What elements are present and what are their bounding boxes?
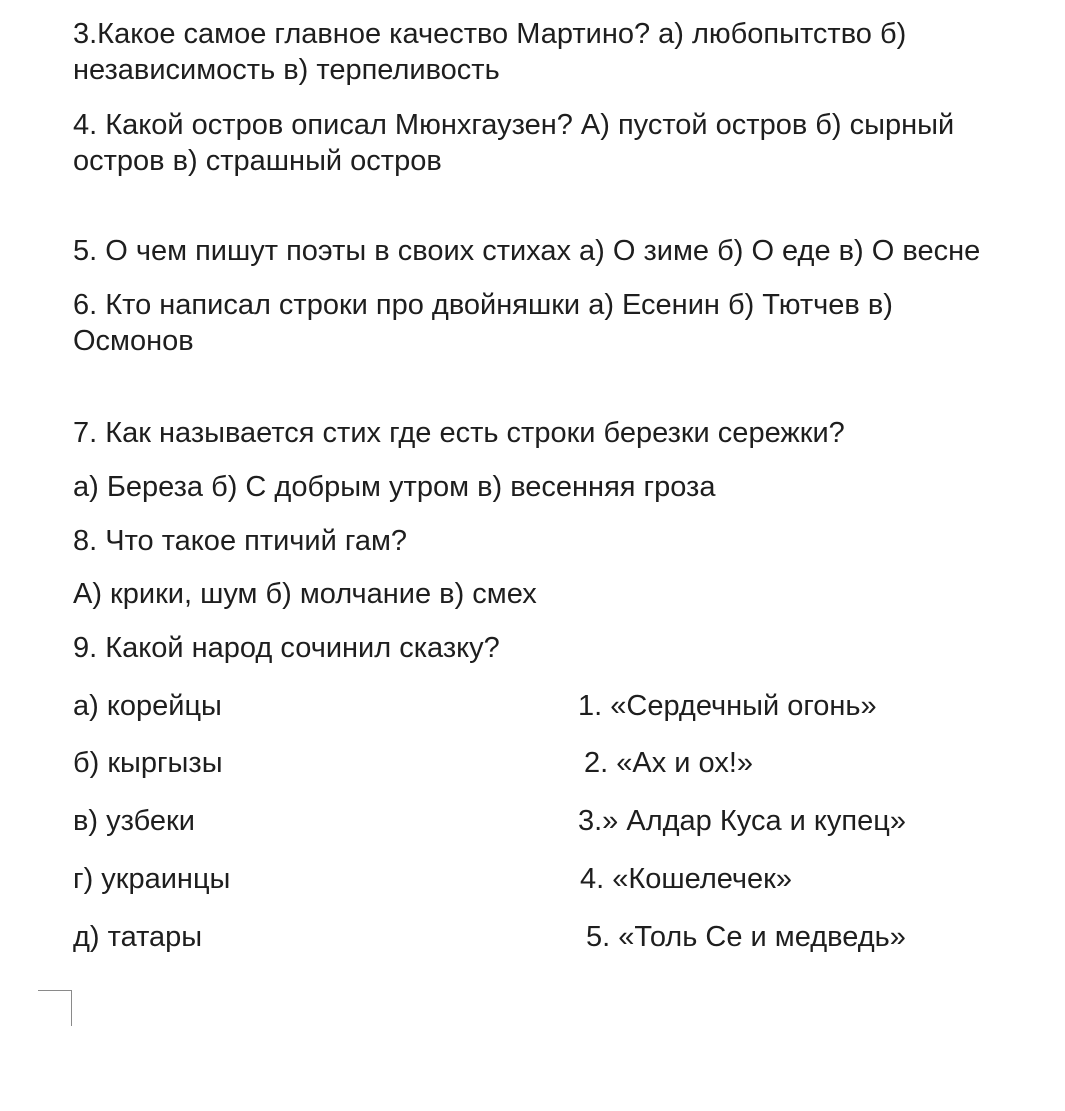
question-6-line-2: Осмонов xyxy=(73,325,194,357)
question-3 xyxy=(73,16,906,88)
tale-option: 3.» Алдар Куса и купец» xyxy=(578,805,906,837)
question-4 xyxy=(73,107,954,179)
question-7-options: а) Береза б) С добрым утром в) весенняя гроза xyxy=(73,471,716,503)
question-3-line-2: независимость в) терпеливость xyxy=(73,54,500,86)
question-7: 7. Как называется стих где есть строки березки сережки? xyxy=(73,417,845,449)
tale-option: 5. «Толь Се и медведь» xyxy=(586,921,906,953)
question-8: 8. Что такое птичий гам? xyxy=(73,525,408,557)
question-8-options: А) крики, шум б) молчание в) смех xyxy=(73,578,537,610)
margin-corner-mark xyxy=(38,990,72,1026)
people-option: д) татары xyxy=(73,921,203,953)
tale-option: 4. «Кошелечек» xyxy=(580,863,792,895)
people-option: г) украинцы xyxy=(73,863,231,895)
question-5 xyxy=(73,233,980,269)
tale-option: 1. «Сердечный огонь» xyxy=(578,690,877,722)
question-5-line-1: 5. О чем пишут поэты в своих стихах а) О зиме б) О еде в) О весне xyxy=(73,235,981,267)
question-9: 9. Какой народ сочинил сказку? xyxy=(73,632,500,664)
question-6 xyxy=(73,287,893,359)
tale-option: 2. «Ах и ох!» xyxy=(584,747,754,779)
question-4-line-2: остров в) страшный остров xyxy=(73,145,442,177)
people-option: б) кыргызы xyxy=(73,747,223,779)
question-3-line-1: 3.Какое самое главное качество Мартино? а) любопытство б) xyxy=(73,18,907,50)
question-6-line-1: 6. Кто написал строки про двойняшки а) Есенин б) Тютчев в) xyxy=(73,289,893,321)
people-option: а) корейцы xyxy=(73,690,222,722)
question-4-line-1: 4. Какой остров описал Мюнхгаузен? А) пустой остров б) сырный xyxy=(73,109,955,141)
people-option: в) узбеки xyxy=(73,805,195,837)
